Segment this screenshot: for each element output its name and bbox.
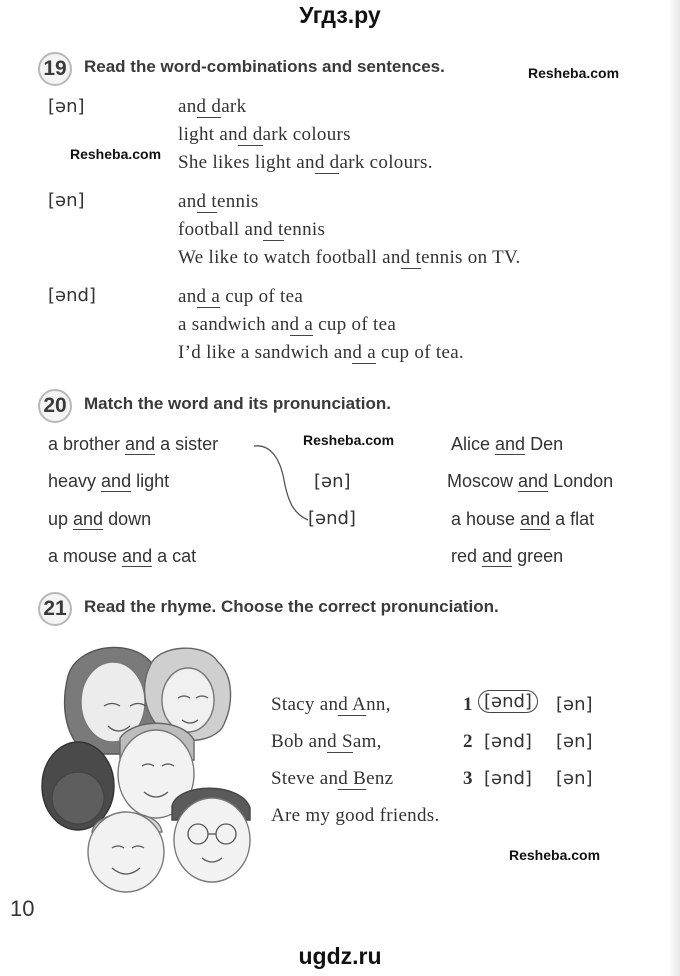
pronunciation-option[interactable]: [ən] xyxy=(556,768,593,789)
ipa-label: [ən] xyxy=(48,96,85,117)
match-connector-line xyxy=(250,440,320,530)
match-right-item: Alice and Den xyxy=(451,434,564,454)
phrase-line: and dark xyxy=(178,96,247,117)
exercise-number-21: 21 xyxy=(38,592,72,626)
children-faces-illustration xyxy=(38,636,260,900)
match-left-item: heavy and light xyxy=(48,471,170,491)
match-ipa-option: [ən] xyxy=(314,471,351,492)
page-number: 10 xyxy=(10,896,35,921)
rhyme-item-number: 2 xyxy=(463,731,473,752)
exercise-title-21: Read the rhyme. Choose the correct pronunciation. xyxy=(84,597,499,616)
match-right-item: Moscow and London xyxy=(447,471,614,491)
rhyme-line: Bob and Sam, xyxy=(271,731,382,752)
exercise-title-19: Read the word-combinations and sentences. xyxy=(84,57,445,76)
watermark: Resheba.com xyxy=(70,146,162,162)
rhyme-line: Stacy and Ann, xyxy=(271,694,391,715)
site-header: Угдз.ру xyxy=(299,2,381,28)
phrase-line: and tennis xyxy=(178,191,259,212)
ipa-label: [ən] xyxy=(48,190,85,211)
match-right-item: red and green xyxy=(451,546,564,566)
exercise-number-20: 20 xyxy=(38,389,72,423)
exercise-number-19: 19 xyxy=(38,52,72,86)
sentence-line: We like to watch football and tennis on TV. xyxy=(178,247,521,268)
pronunciation-option[interactable]: [ənd] xyxy=(484,768,532,789)
watermark: Resheba.com xyxy=(509,847,601,863)
match-ipa-option: [ənd] xyxy=(308,508,356,529)
watermark: Resheba.com xyxy=(303,432,395,448)
pronunciation-option[interactable]: [ən] xyxy=(556,694,593,715)
ipa-label: [ənd] xyxy=(48,285,96,306)
sentence-line: She likes light and dark colours. xyxy=(178,152,433,173)
watermark: Resheba.com xyxy=(528,65,620,81)
pronunciation-option[interactable]: [ənd] xyxy=(484,731,532,752)
exercise-title-20: Match the word and its pronunciation. xyxy=(84,394,391,413)
rhyme-item-number: 3 xyxy=(463,768,473,789)
rhyme-last-line: Are my good friends. xyxy=(271,805,440,826)
phrase-line: football and tennis xyxy=(178,219,326,240)
phrase-line: and a cup of tea xyxy=(178,286,304,307)
rhyme-line: Steve and Benz xyxy=(271,768,394,789)
match-left-item: a mouse and a cat xyxy=(48,546,197,566)
site-footer: ugdz.ru xyxy=(298,943,382,969)
pronunciation-option[interactable]: [ən] xyxy=(556,731,593,752)
selected-pronunciation-option[interactable]: [ənd] xyxy=(478,690,538,713)
rhyme-item-number: 1 xyxy=(463,694,473,715)
match-right-item: a house and a flat xyxy=(451,509,595,529)
page-edge-shadow xyxy=(668,0,680,976)
match-left-item: up and down xyxy=(48,509,152,529)
phrase-line: a sandwich and a cup of tea xyxy=(178,314,397,335)
match-left-item: a brother and a sister xyxy=(48,434,219,454)
sentence-line: I’d like a sandwich and a cup of tea. xyxy=(178,342,464,363)
phrase-line: light and dark colours xyxy=(178,124,351,145)
